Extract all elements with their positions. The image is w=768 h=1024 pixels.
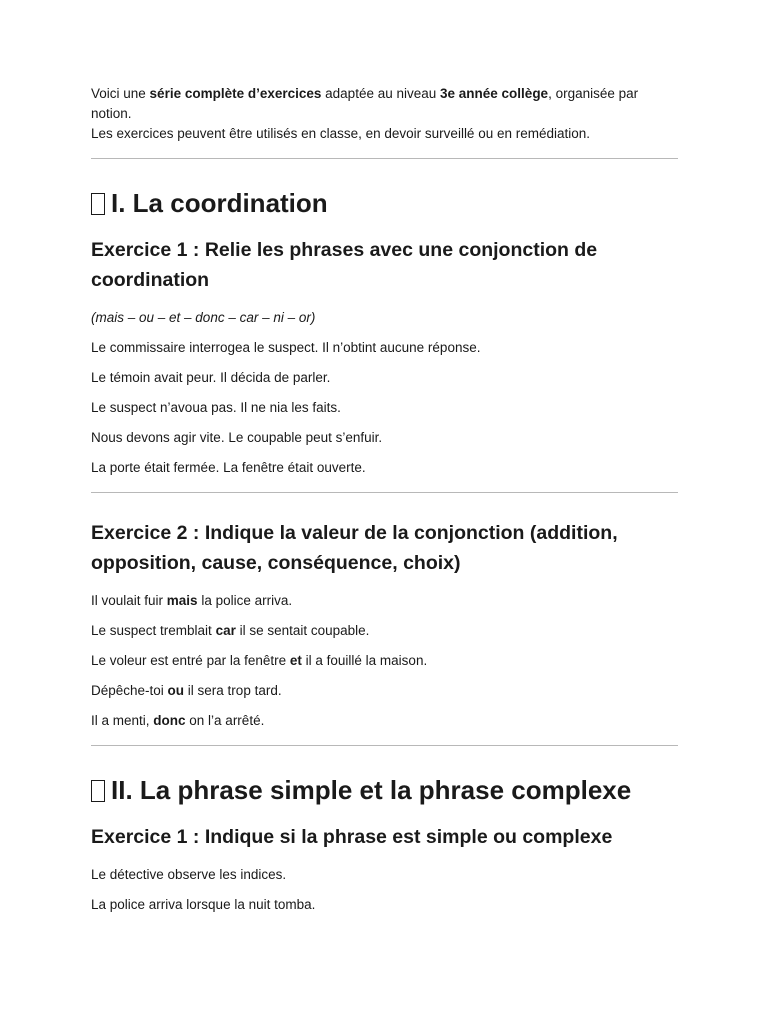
box-icon: [91, 780, 105, 802]
divider: [91, 745, 678, 746]
exercise-line: Dépêche-toi ou il sera trop tard.: [91, 683, 282, 698]
section-1-exercise-2-title: Exercice 2 : Indique la valeur de la conjonction (addition, opposition, cause, conséquence, choix): [91, 522, 618, 574]
exercise-line: Le suspect n’avoua pas. Il ne nia les faits.: [91, 400, 341, 415]
section-2-exercise-1-title: Exercice 1 : Indique si la phrase est simple ou complexe: [91, 826, 613, 848]
box-icon: [91, 193, 105, 215]
intro-paragraph-1: Voici une série complète d’exercices adaptée au niveau 3e année collège, organisée par notion.: [91, 86, 639, 121]
exercise-line: Nous devons agir vite. Le coupable peut s’enfuir.: [91, 430, 383, 445]
section-1-exercise-1-title: Exercice 1 : Relie les phrases avec une conjonction de coordination: [91, 239, 598, 291]
section-2-title: II. La phrase simple et la phrase complexe: [111, 775, 632, 805]
conjunction-hint: (mais – ou – et – donc – car – ni – or): [91, 310, 316, 325]
exercise-line: Le voleur est entré par la fenêtre et il a fouillé la maison.: [91, 653, 428, 668]
exercise-line: La porte était fermée. La fenêtre était ouverte.: [91, 460, 366, 475]
exercise-line: Il voulait fuir mais la police arriva.: [91, 593, 293, 608]
exercise-line: Le détective observe les indices.: [91, 867, 287, 882]
exercise-line: La police arriva lorsque la nuit tomba.: [91, 897, 316, 912]
section-1-title: I. La coordination: [111, 188, 328, 218]
exercise-line: Le commissaire interrogea le suspect. Il n’obtint aucune réponse.: [91, 340, 481, 355]
exercise-line: Il a menti, donc on l’a arrêté.: [91, 713, 265, 728]
exercise-line: Le suspect tremblait car il se sentait coupable.: [91, 623, 370, 638]
section-1-heading: [91, 187, 678, 219]
document-page: [91, 84, 678, 914]
intro-paragraph-2: Les exercices peuvent être utilisés en classe, en devoir surveillé ou en remédiation.: [91, 126, 591, 141]
section-2-heading: [91, 774, 678, 806]
exercise-line: Le témoin avait peur. Il décida de parler.: [91, 370, 331, 385]
divider: [91, 158, 678, 159]
divider: [91, 492, 678, 493]
